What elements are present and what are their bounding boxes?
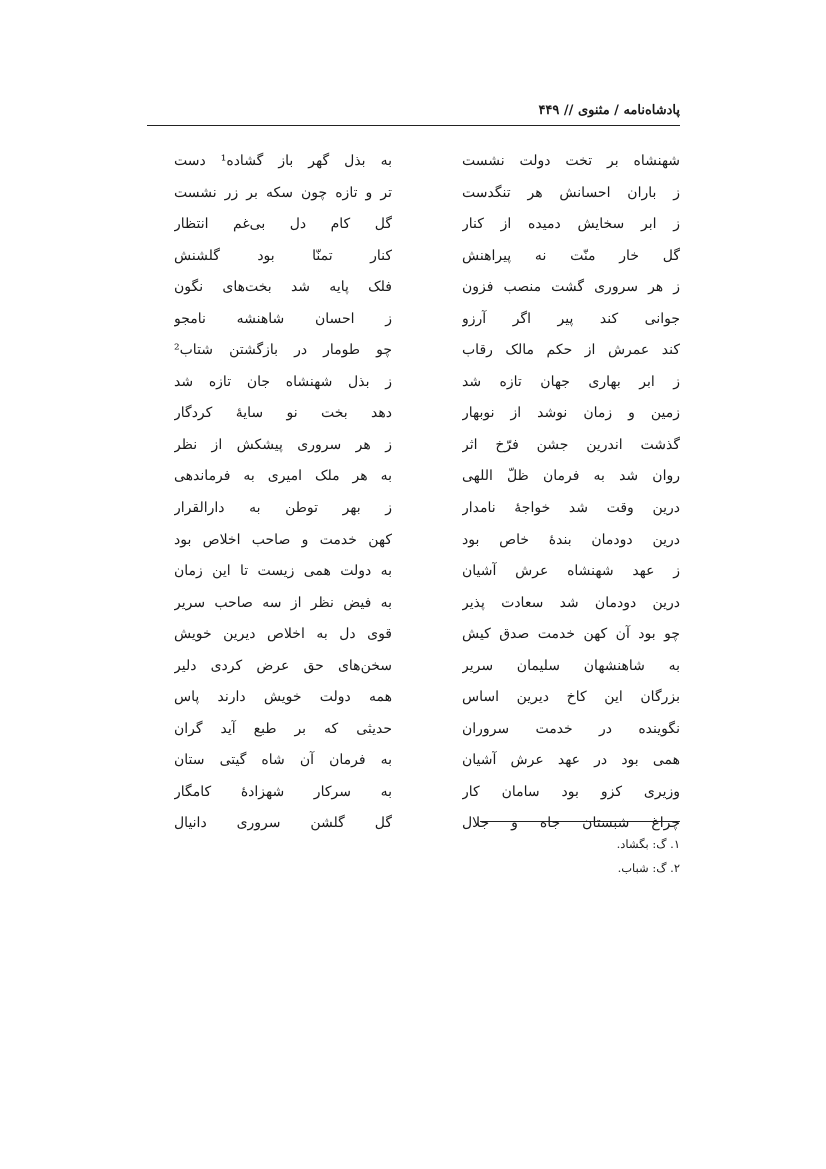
verse-line: کنار تمنّا بود گلشنش bbox=[174, 247, 392, 264]
verse-line: همی بود در عهد عرش آشیان bbox=[462, 752, 680, 769]
verse-line: فلک پایه شد بخت‌های نگون bbox=[174, 279, 392, 296]
verse-line: دهد بخت نو سایهٔ کردگار bbox=[174, 405, 392, 422]
verse-line: چو بود آن کهن خدمت صدق کیش bbox=[462, 626, 680, 643]
running-header: پادشاه‌نامه / مثنوی // ۴۴۹ bbox=[538, 103, 680, 118]
verse-line: به دولت همی زیست تا این زمان bbox=[174, 563, 392, 580]
verse-line: گذشت اندرین جشن فرّخ اثر bbox=[462, 436, 680, 453]
verse-line: ز هر سروری پیشکش از نظر bbox=[174, 436, 392, 453]
footnote: ۱. گ: بگشاد. bbox=[616, 837, 680, 851]
verse-line: همه دولت خویش دارند پاس bbox=[174, 689, 392, 706]
verse-line: زمین و زمان نوشد از نوبهار bbox=[462, 405, 680, 422]
verse-line: ز بهر توطن به دارالقرار bbox=[174, 500, 392, 517]
verse-line: شهنشاه بر تخت دولت نشست bbox=[462, 153, 680, 169]
left-verse-column bbox=[174, 147, 392, 841]
verse-line: به هر ملک امیری به فرماندهی bbox=[174, 468, 392, 485]
verse-line: نگوینده در خدمت سروران bbox=[462, 720, 680, 737]
footnote: ۲. گ: شباب. bbox=[617, 861, 680, 875]
verse-line: ز هر سروری گشت منصب فزون bbox=[462, 279, 680, 296]
verse-line: وزیری کزو بود سامان کار bbox=[462, 783, 680, 800]
verse-line: جوانی کند پیر اگر آرزو bbox=[462, 310, 680, 327]
verse-line: به بذل گهر باز گشاده¹ دست bbox=[174, 153, 392, 169]
header-rule bbox=[147, 125, 680, 126]
verse-line: گل خار منّت نه پیراهنش bbox=[462, 247, 680, 264]
verse-line: بزرگان این کاخ دیرین اساس bbox=[462, 689, 680, 706]
verse-line: گل گلشن سروری دانیال bbox=[174, 815, 392, 832]
verse-line: کهن خدمت و صاحب اخلاص بود bbox=[174, 531, 392, 548]
verse-line: درین وقت شد خواجهٔ نامدار bbox=[462, 500, 680, 517]
verse-line: تر و تازه چون سکه بر زر نشست bbox=[174, 184, 392, 201]
right-verse-column bbox=[462, 147, 680, 841]
verse-line: به فرمان آن شاه گیتی ستان bbox=[174, 752, 392, 769]
verse-line: سخن‌های حق عرض کردی دلیر bbox=[174, 657, 392, 674]
verse-line: به فیض نظر از سه صاحب سریر bbox=[174, 594, 392, 611]
verse-line: ز ابر بهاری جهان تازه شد bbox=[462, 373, 680, 390]
verse-line: ز باران احسانش هر تنگدست bbox=[462, 184, 680, 201]
verse-line: چو طومار در بازگشتن شتاب² bbox=[174, 342, 392, 359]
verse-line: ز ابر سخایش دمیده از کنار bbox=[462, 216, 680, 233]
verse-line: درین دودمان بندهٔ خاص بود bbox=[462, 531, 680, 548]
verse-line: قوی دل به اخلاص دیرین خویش bbox=[174, 626, 392, 643]
verse-line: حدیثی که بر طبع آید گران bbox=[174, 720, 392, 737]
verse-line: ز احسان شاهنشه نامجو bbox=[174, 310, 392, 327]
verse-line: روان شد به فرمان ظلّ اللهی bbox=[462, 468, 680, 485]
verse-line: ز عهد شهنشاه عرش آشیان bbox=[462, 563, 680, 580]
verse-line: ز بذل شهنشاه جان تازه شد bbox=[174, 373, 392, 390]
verse-line: گل کام دل بی‌غم انتظار bbox=[174, 216, 392, 233]
footnotes bbox=[380, 834, 680, 882]
verse-line: کند عمرش از حکم مالک رقاب bbox=[462, 342, 680, 359]
verse-line: به شاهنشهان سلیمان سریر bbox=[462, 657, 680, 674]
verse-line: به سرکار شهزادهٔ کامگار bbox=[174, 783, 392, 800]
verse-line: درین دودمان شد سعادت پذیر bbox=[462, 594, 680, 611]
verse-line: چراغ شبستان جاه و جلال bbox=[462, 815, 680, 832]
footnote-rule bbox=[480, 821, 680, 822]
